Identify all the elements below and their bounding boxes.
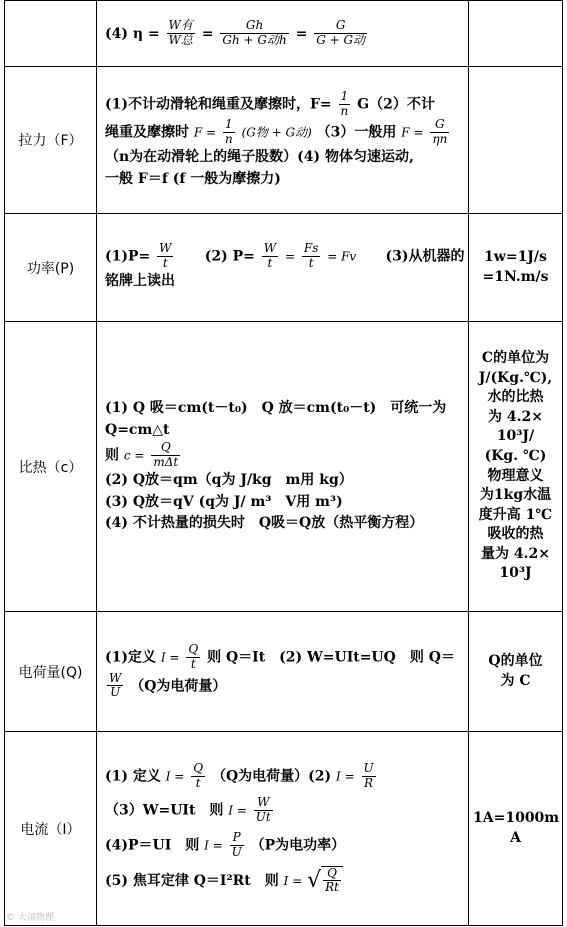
heat-note: C的单位为 J/(Kg.℃), 水的比热 为 4.2× 10³J/ (Kg. ℃) 物理意义 为1kg水温 度升高 1℃ 吸收的热 量为 4.2× 10³J xyxy=(469,322,563,612)
efficiency-formula: (4) η = $\frac{\text{W有}}{\text{W总}}$ = $\frac{Gh}{\text{Gh + G动h}}$ = $\frac{G}{\text{G + G动}}$ xyxy=(97,1,469,67)
efficiency-fraction-work: $\frac{\text{W有}}{\text{W总}}$ xyxy=(168,18,193,47)
efficiency-fraction-g: $\frac{G}{\text{G + G动}}$ xyxy=(316,18,366,47)
heat-label: 比热（c） xyxy=(5,322,97,612)
power-note: 1w=1J/s =1N.m/s xyxy=(469,214,563,322)
power-label: 功率(P) xyxy=(5,214,97,322)
force-fraction-1n: $\frac{1}{n}$ xyxy=(340,88,349,118)
heat-fraction: $\frac{Q}{\text{mΔt}}$ xyxy=(153,440,179,470)
current-fraction-qt: $\frac{Q}{t}$ xyxy=(193,760,204,790)
row-power xyxy=(5,214,563,322)
current-formulas: (1) 定义 I = $\frac{Q}{t}$ （Q为电荷量）(2) I = $\frac{U}{R}$ （3）W=UIt 则 I = $\frac{W}{Ut}$ (4)P＝UI 则 I = $\frac{P}{U}$ （P为电功率） (5) 焦耳定律 Q＝I²Rt 则 I = √ $\frac{Q}{Rt}$ xyxy=(97,732,469,926)
power-fraction-wt-b: $\frac{W}{t}$ xyxy=(263,241,277,271)
power-fraction-wt: $\frac{W}{t}$ xyxy=(159,241,172,271)
efficiency-note xyxy=(469,1,563,67)
current-fraction-pu: $\frac{P}{U}$ xyxy=(231,829,242,859)
force-formulas: (1)不计动滑轮和绳重及摩擦时，F= $\frac{1}{n}$ G（2）不计 绳重及摩擦时 F = $\frac{1}{n}$ (G物 + G动) （3）一般用 F = $\frac{G}{\eta n}$ （n为在动滑轮上的绳子股数）(4) 物体匀速运动, 一般 F＝f (f 一般为摩擦力) xyxy=(97,67,469,214)
current-fraction-ur: $\frac{U}{R}$ xyxy=(363,760,374,790)
power-formulas: (1)P= $\frac{W}{t}$ (2) P= $\frac{W}{t}$ = $\frac{Fs}{t}$ = Fv (3)从机器的 铭牌上读出 xyxy=(97,214,469,322)
force-fraction-g-eta: $\frac{G}{\eta n}$ xyxy=(432,117,448,147)
row-force xyxy=(5,67,563,214)
force-note xyxy=(469,67,563,214)
efficiency-label xyxy=(5,1,97,67)
row-specific-heat xyxy=(5,322,563,612)
watermark: © 大闹物理 xyxy=(6,913,54,923)
charge-fraction-qt: $\frac{Q}{t}$ xyxy=(188,641,199,671)
charge-fraction-wu: $\frac{W}{U}$ xyxy=(109,670,122,700)
heat-formulas: (1) Q 吸＝cm(t－t₀) Q 放＝cm(t₀－t) 可统一为 Q=cm△t 则 c = $\frac{Q}{\text{mΔt}}$ (2) Q放＝qm（q为 J/kg m用 kg） (3) Q放＝qV (q为 J/ m³ V用 m³) (4) 不计热量的损失时 Q吸＝Q放（热平衡方程） xyxy=(97,322,469,612)
charge-formulas: (1)定义 I = $\frac{Q}{t}$ 则 Q＝It (2) W=UIt=UQ 则 Q＝ $\frac{W}{U}$ （Q为电荷量） xyxy=(97,612,469,732)
power-fraction-fst: $\frac{Fs}{t}$ xyxy=(303,241,319,271)
row-current xyxy=(5,732,563,926)
current-sqrt: √ $\frac{Q}{Rt}$ xyxy=(307,866,343,896)
formula-table xyxy=(4,0,563,926)
efficiency-fraction-gh: $\frac{Gh}{\text{Gh + G动h}}$ xyxy=(222,18,287,47)
row-charge xyxy=(5,612,563,732)
row-efficiency xyxy=(5,1,563,67)
charge-label: 电荷量(Q) xyxy=(5,612,97,732)
current-note: 1A=1000m A xyxy=(469,732,563,926)
force-label: 拉力（F） xyxy=(5,67,97,214)
current-label: 电流（I） xyxy=(5,732,97,926)
force-fraction-1n-b: $\frac{1}{n}$ xyxy=(224,117,233,147)
charge-note: Q的单位 为 C xyxy=(469,612,563,732)
current-fraction-wut: $\frac{W}{Ut}$ xyxy=(255,795,271,825)
